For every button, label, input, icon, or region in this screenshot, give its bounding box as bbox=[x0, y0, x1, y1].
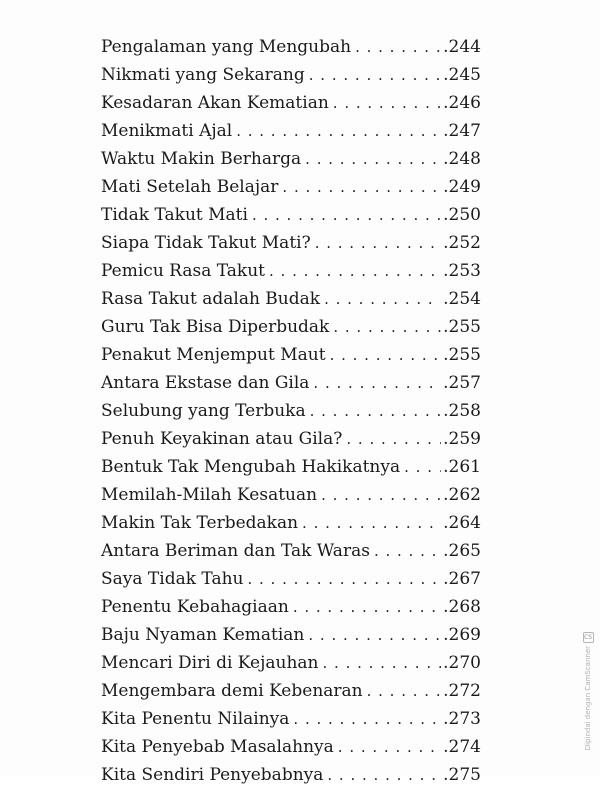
toc-entry-page: . 257 bbox=[441, 369, 481, 397]
scanner-watermark bbox=[582, 632, 594, 772]
toc-entry bbox=[101, 509, 481, 537]
toc-entry-title: Tidak Takut Mati bbox=[101, 205, 248, 225]
dot-leader bbox=[333, 313, 441, 341]
toc-entry bbox=[101, 285, 481, 313]
dot-leader bbox=[236, 117, 441, 145]
dot-leader bbox=[330, 341, 442, 369]
toc-entry bbox=[101, 649, 481, 677]
dot-leader bbox=[305, 145, 441, 173]
toc-entry-page: . 249 bbox=[441, 173, 481, 201]
toc-entry-page: . 254 bbox=[441, 285, 481, 313]
toc-entry-title: Penakut Menjemput Maut bbox=[101, 345, 326, 365]
toc-entry bbox=[101, 705, 481, 733]
toc-entry bbox=[101, 313, 481, 341]
toc-entry-title: Kita Penyebab Masalahnya bbox=[101, 737, 334, 757]
dot-leader bbox=[374, 537, 441, 565]
toc-entry-title: Siapa Tidak Takut Mati? bbox=[101, 233, 311, 253]
toc-entry bbox=[101, 733, 481, 761]
dot-leader bbox=[346, 425, 441, 453]
toc-entry-title: Saya Tidak Tahu bbox=[101, 569, 244, 589]
toc-entry-page: . 265 bbox=[441, 537, 481, 565]
dot-leader bbox=[338, 733, 441, 761]
toc-entry-title: Mati Setelah Belajar bbox=[101, 177, 279, 197]
toc-entry-page: . 255 bbox=[441, 341, 481, 369]
toc-entry-page: . 252 bbox=[441, 229, 481, 257]
toc-entry-page: . 269 bbox=[441, 621, 481, 649]
toc-entry-page: . 275 bbox=[441, 761, 481, 789]
watermark-text: Dipindai dengan CamScanner bbox=[584, 646, 592, 751]
dot-leader bbox=[269, 257, 441, 285]
toc-entry bbox=[101, 397, 481, 425]
toc-entry bbox=[101, 537, 481, 565]
toc-entry-title: Pemicu Rasa Takut bbox=[101, 261, 265, 281]
toc-entry bbox=[101, 677, 481, 705]
toc-entry-title: Menikmati Ajal bbox=[101, 121, 233, 141]
toc-entry-page: . 244 bbox=[441, 33, 481, 61]
toc-entry-title: Mengembara demi Kebenaran bbox=[101, 681, 363, 701]
dot-leader bbox=[302, 509, 441, 537]
toc-entry-title: Nikmati yang Sekarang bbox=[101, 65, 305, 85]
toc-entry-page: . 261 bbox=[441, 453, 481, 481]
toc-entry-title: Memilah-Milah Kesatuan bbox=[101, 485, 318, 505]
toc-entry bbox=[101, 117, 481, 145]
toc-entry-page: . 247 bbox=[441, 117, 481, 145]
dot-leader bbox=[404, 453, 441, 481]
toc-entry bbox=[101, 425, 481, 453]
toc-entry-title: Mencari Diri di Kejauhan bbox=[101, 653, 319, 673]
toc-entry bbox=[101, 201, 481, 229]
dot-leader bbox=[355, 33, 441, 61]
toc-entry-page: . 253 bbox=[441, 257, 481, 285]
toc-entry-page: . 259 bbox=[441, 425, 481, 453]
toc-entry bbox=[101, 173, 481, 201]
dot-leader bbox=[308, 621, 441, 649]
toc-entry-page: . 248 bbox=[441, 145, 481, 173]
dot-leader bbox=[293, 593, 441, 621]
camscanner-logo-icon: CS bbox=[584, 634, 592, 641]
toc-entry-title: Rasa Takut adalah Budak bbox=[101, 289, 321, 309]
toc-entry-title: Penentu Kebahagiaan bbox=[101, 597, 289, 617]
table-of-contents bbox=[101, 33, 481, 789]
toc-entry-title: Kesadaran Akan Kematian bbox=[101, 93, 329, 113]
toc-entry-title: Guru Tak Bisa Diperbudak bbox=[101, 317, 330, 337]
toc-entry bbox=[101, 565, 481, 593]
toc-entry bbox=[101, 341, 481, 369]
dot-leader bbox=[282, 173, 441, 201]
dot-leader bbox=[324, 285, 441, 313]
toc-entry-title: Antara Beriman dan Tak Waras bbox=[101, 541, 370, 561]
toc-entry bbox=[101, 61, 481, 89]
toc-entry-title: Baju Nyaman Kematian bbox=[101, 625, 305, 645]
toc-entry-title: Penuh Keyakinan atau Gila? bbox=[101, 429, 343, 449]
dot-leader bbox=[310, 397, 442, 425]
toc-entry-page: . 250 bbox=[441, 201, 481, 229]
toc-entry-title: Antara Ekstase dan Gila bbox=[101, 373, 310, 393]
toc-entry bbox=[101, 621, 481, 649]
toc-entry bbox=[101, 229, 481, 257]
toc-entry bbox=[101, 145, 481, 173]
toc-entry-title: Kita Penentu Nilainya bbox=[101, 709, 290, 729]
dot-leader bbox=[321, 481, 441, 509]
toc-entry-page: . 245 bbox=[441, 61, 481, 89]
toc-entry bbox=[101, 761, 481, 789]
toc-entry-page: . 264 bbox=[441, 509, 481, 537]
toc-entry-page: . 246 bbox=[441, 89, 481, 117]
dot-leader bbox=[313, 369, 441, 397]
toc-entry bbox=[101, 453, 481, 481]
toc-entry-page: . 268 bbox=[441, 593, 481, 621]
toc-entry-page: . 262 bbox=[441, 481, 481, 509]
dot-leader bbox=[333, 89, 441, 117]
dot-leader bbox=[315, 229, 441, 257]
toc-entry-title: Pengalaman yang Mengubah bbox=[101, 37, 352, 57]
dot-leader bbox=[252, 201, 441, 229]
toc-entry-title: Waktu Makin Berharga bbox=[101, 149, 302, 169]
toc-entry bbox=[101, 89, 481, 117]
toc-entry-title: Kita Sendiri Penyebabnya bbox=[101, 765, 324, 785]
toc-entry-page: . 272 bbox=[441, 677, 481, 705]
toc-entry bbox=[101, 593, 481, 621]
toc-entry bbox=[101, 257, 481, 285]
toc-entry-title: Makin Tak Terbedakan bbox=[101, 513, 299, 533]
toc-entry-page: . 267 bbox=[441, 565, 481, 593]
toc-entry bbox=[101, 33, 481, 61]
toc-entry-page: . 273 bbox=[441, 705, 481, 733]
dot-leader bbox=[367, 677, 442, 705]
dot-leader bbox=[309, 61, 441, 89]
dot-leader bbox=[293, 705, 441, 733]
toc-entry-title: Bentuk Tak Mengubah Hakikatnya bbox=[101, 457, 401, 477]
toc-entry-page: . 258 bbox=[441, 397, 481, 425]
toc-entry-page: . 274 bbox=[441, 733, 481, 761]
toc-entry-page: . 255 bbox=[441, 313, 481, 341]
toc-entry bbox=[101, 369, 481, 397]
toc-entry bbox=[101, 481, 481, 509]
dot-leader bbox=[323, 649, 442, 677]
toc-entry-page: . 270 bbox=[441, 649, 481, 677]
dot-leader bbox=[247, 565, 441, 593]
dot-leader bbox=[327, 761, 441, 789]
toc-entry-title: Selubung yang Terbuka bbox=[101, 401, 306, 421]
